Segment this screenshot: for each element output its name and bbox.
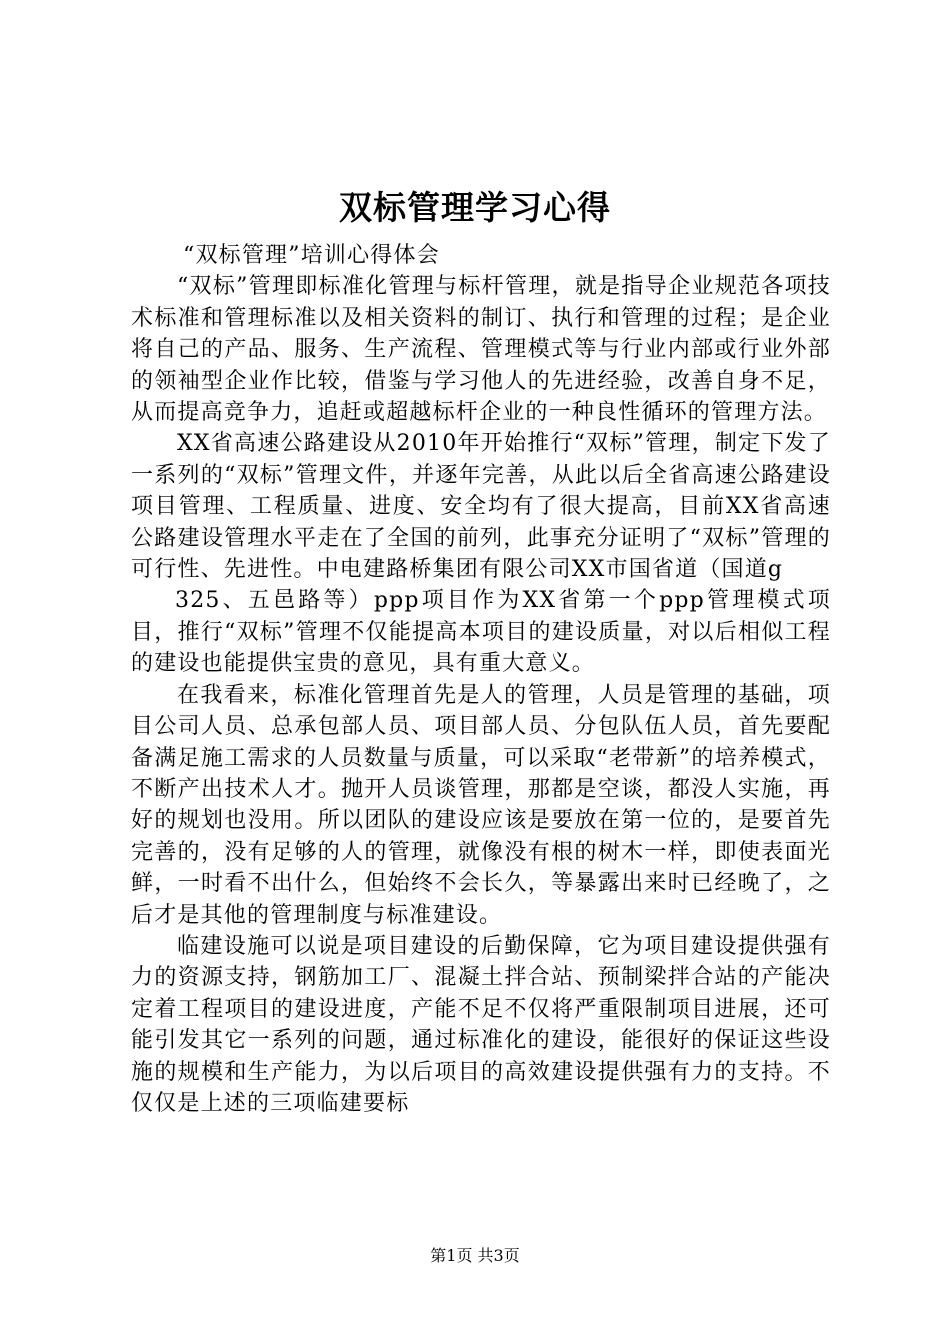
document-body xyxy=(131,240,831,1119)
body-paragraph-4: 在我看来，标准化管理首先是人的管理，人员是管理的基础，项目公司人员、总承包部人员、项目部人员、分包队伍人员，首先要配备满足施工需求的人员数量与质量，可以采取“老带新”的培养模式，不断产出技术人才。抛开人员谈管理，那都是空谈，都没人实施，再好的规划也没用。所以团队的建设应该是要放在第一位的，是要首先完善的，没有足够的人的管理，就像没有根的树木一样，即使表面光鲜，一时看不出什么，但始终不会长久，等暴露出来时已经晚了，之后才是其他的管理制度与标准建设。 xyxy=(131,682,831,928)
body-paragraph-2: XX省高速公路建设从2010年开始推行“双标”管理，制定下发了一系列的“双标”管理文件，并逐年完善，从此以后全省高速公路建设项目管理、工程质量、进度、安全均有了很大提高，目前XX省高速公路建设管理水平走在了全国的前列，此事充分证明了“双标”管理的可行性、先进性。中电建路桥集团有限公司XX市国省道（国道g xyxy=(131,431,831,583)
body-paragraph-5: 临建设施可以说是项目建设的后勤保障，它为项目建设提供强有力的资源支持，钢筋加工厂、混凝土拌合站、预制梁拌合站的产能决定着工程项目的建设进度，产能不足不仅将严重限制项目进展，还可能引发其它一系列的问题，通过标准化的建设，能很好的保证这些设施的规模和生产能力，为以后项目的高效建设提供强有力的支持。不仅仅是上述的三项临建要标 xyxy=(131,933,831,1116)
body-paragraph-1: “双标”管理即标准化管理与标杆管理，就是指导企业规范各项技术标准和管理标准以及相关资料的制订、执行和管理的过程；是企业将自己的产品、服务、生产流程、管理模式等与行业内部或行业外部的领袖型企业作比较，借鉴与学习他人的先进经验，改善自身不足，从而提高竞争力，追赶或超越标杆企业的一种良性循环的管理方法。 xyxy=(131,274,831,426)
page-number-footer: 第1页 共3页 xyxy=(430,1246,520,1265)
subtitle-paragraph: “双标管理”培训心得体会 xyxy=(183,243,440,268)
document-title: 双标管理学习心得 xyxy=(339,188,611,227)
body-paragraph-3: 325、五邑路等）ppp项目作为XX省第一个ppp管理模式项目，推行“双标”管理不仅能提高本项目的建设质量，对以后相似工程的建设也能提供宝贵的意见，具有重大意义。 xyxy=(131,588,831,677)
